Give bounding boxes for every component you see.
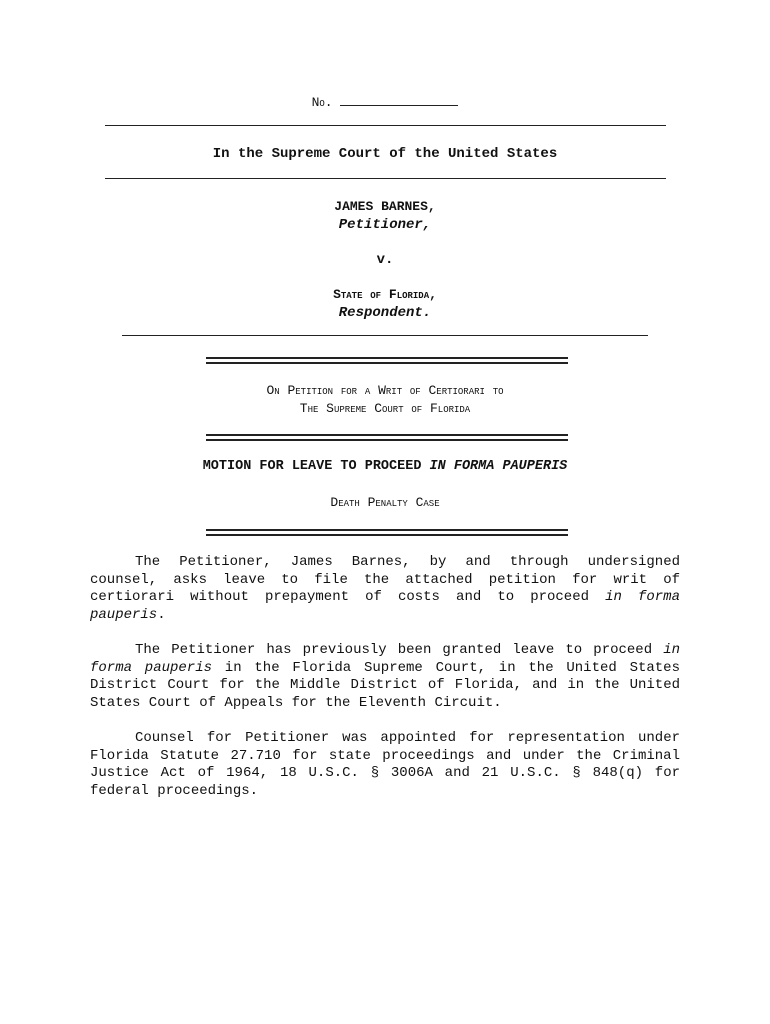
case-number-label: No.: [311, 95, 333, 110]
petition-line-1: On Petition for a Writ of Certiorari to: [266, 383, 504, 398]
paragraph-2-text: The Petitioner has previously been granted leave to proceed: [135, 642, 664, 658]
paragraph-1-italic: in forma pauperis: [90, 589, 680, 623]
paragraph-1-end: .: [157, 606, 166, 623]
case-type: Death Penalty Case: [330, 495, 440, 510]
double-rule-1: [206, 357, 568, 364]
court-name: In the Supreme Court of the United States: [212, 146, 558, 162]
case-number-blank: [340, 94, 458, 106]
motion-title-italic: IN FORMA PAUPERIS: [429, 459, 568, 474]
petitioner-name: JAMES BARNES,: [334, 199, 436, 214]
paragraph-3: [90, 730, 680, 800]
paragraph-2-italic: in forma pauperis: [90, 642, 680, 676]
court-rule: [105, 178, 666, 179]
paragraph-1: [90, 554, 680, 624]
case-number: [0, 94, 770, 110]
respondent-name: State of Florida,: [333, 287, 437, 302]
paragraph-2-rest: in the Florida Supreme Court, in the United States District Court for the Middle District of Florida, and in the United States Court of Appeals for the Eleventh Circuit.: [90, 659, 680, 711]
motion-title: [0, 459, 770, 474]
parties-rule: [122, 335, 648, 336]
respondent-role: Respondent.: [338, 305, 432, 321]
petitioner-role: Petitioner,: [338, 217, 432, 233]
double-rule-3: [206, 529, 568, 536]
petition-line-2: The Supreme Court of Florida: [299, 401, 471, 416]
versus: v.: [376, 252, 394, 268]
double-rule-2: [206, 434, 568, 441]
top-rule: [105, 125, 666, 126]
paragraph-1-text: The Petitioner, James Barnes, by and through undersigned counsel, asks leave to file the attached petition for writ of certiorari without prepayment of costs and to proceed: [90, 554, 680, 606]
paragraph-2: [90, 642, 680, 712]
paragraph-3-text: Counsel for Petitioner was appointed for representation under Florida Statute 27.710 for state proceedings and under the Criminal Justice Act of 1964, 18 U.S.C. § 3006A and 21 U.S.C. § 848(q) for federal proceedings.: [90, 730, 680, 799]
motion-title-text: MOTION FOR LEAVE TO PROCEED: [202, 459, 430, 474]
